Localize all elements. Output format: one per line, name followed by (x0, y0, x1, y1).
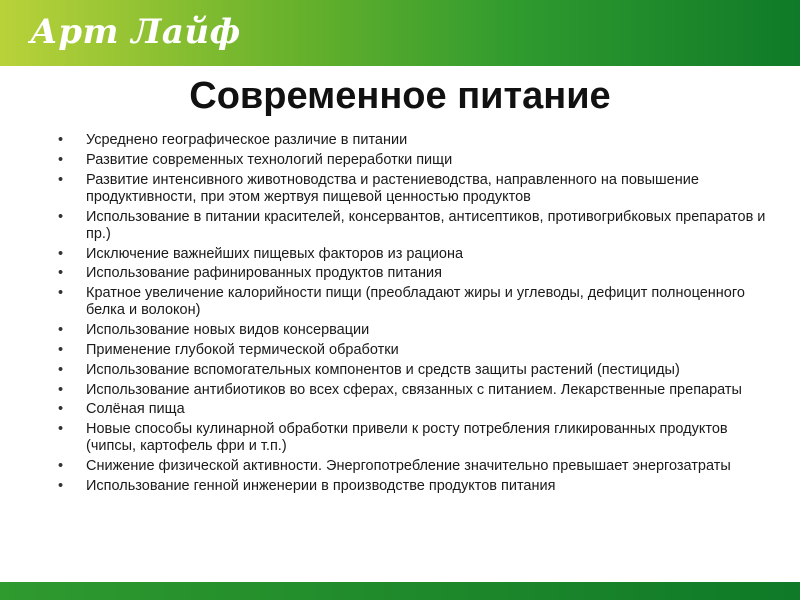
bullet-item (58, 152, 770, 169)
bullet-text: Применение глубокой термической обработки (86, 341, 399, 358)
bullet-point-icon: • (58, 458, 64, 475)
bullet-text: Использование рафинированных продуктов питания (86, 265, 442, 282)
bullet-text: Усреднено географическое различие в питании (86, 132, 408, 148)
bullet-point-icon: • (58, 285, 64, 302)
bullet-text: Использование новых видов консервации (86, 322, 370, 339)
bullet-point-icon: • (58, 381, 64, 398)
slide-title: Современное питание (189, 75, 611, 117)
bullet-text: Снижение физической активности. Энергопотребление значительно превышает энергозатраты (86, 458, 731, 475)
bullet-point-icon: • (58, 322, 64, 339)
bullet-point-icon: • (58, 361, 64, 378)
brand-logo: Арт Лайф (30, 12, 241, 52)
bullet-point-icon: • (58, 477, 64, 494)
bullet-list (58, 132, 770, 498)
bullet-item (58, 132, 770, 149)
bullet-text: Новые способы кулинарной обработки привели к росту потребления гликированных продуктов (чипсы, картофель фри и т.п.) (86, 421, 728, 455)
bullet-item (58, 401, 770, 418)
bullet-point-icon: • (58, 401, 64, 418)
bullet-item (58, 322, 770, 339)
bullet-point-icon: • (58, 341, 64, 358)
bullet-text: Развитие современных технологий переработки пищи (86, 151, 453, 168)
bullet-item (58, 421, 770, 455)
bullet-item (58, 478, 770, 495)
bullet-text: Использование в питании красителей, консервантов, антисептиков, противогрибковых препаратов и пр.) (86, 208, 766, 242)
header-banner (0, 0, 800, 66)
bullet-point-icon: • (58, 245, 64, 262)
bullet-item (58, 209, 770, 243)
bullet-item (58, 246, 770, 263)
bullet-item (58, 172, 770, 206)
bullet-text: Солёная пища (86, 401, 185, 418)
bullet-point-icon: • (58, 421, 64, 438)
footer-bar (0, 582, 800, 600)
bullet-text: Исключение важнейших пищевых факторов из рациона (86, 245, 464, 262)
bullet-item (58, 265, 770, 282)
bullet-point-icon: • (58, 151, 64, 168)
bullet-item (58, 458, 770, 475)
bullet-item (58, 362, 770, 379)
bullet-point-icon: • (58, 265, 64, 282)
bullet-text: Развитие интенсивного животноводства и растениеводства, направленного на повышение продуктивности, при этом жертвуя пищевой ценностью продуктов (86, 171, 699, 205)
bullet-item (58, 285, 770, 319)
bullet-text: Использование вспомогательных компонентов и средств защиты растений (пестициды) (86, 361, 680, 378)
bullet-text: Использование генной инженерии в производстве продуктов питания (86, 477, 556, 494)
bullet-item (58, 382, 770, 399)
bullet-item (58, 342, 770, 359)
bullet-point-icon: • (58, 208, 64, 225)
bullet-point-icon: • (58, 132, 64, 148)
bullet-point-icon: • (58, 171, 64, 188)
bullet-text: Использование антибиотиков во всех сферах, связанных с питанием. Лекарственные препараты (86, 381, 742, 398)
bullet-text: Кратное увеличение калорийности пищи (преобладают жиры и углеводы, дефицит полноценного белка и волокон) (86, 285, 745, 319)
